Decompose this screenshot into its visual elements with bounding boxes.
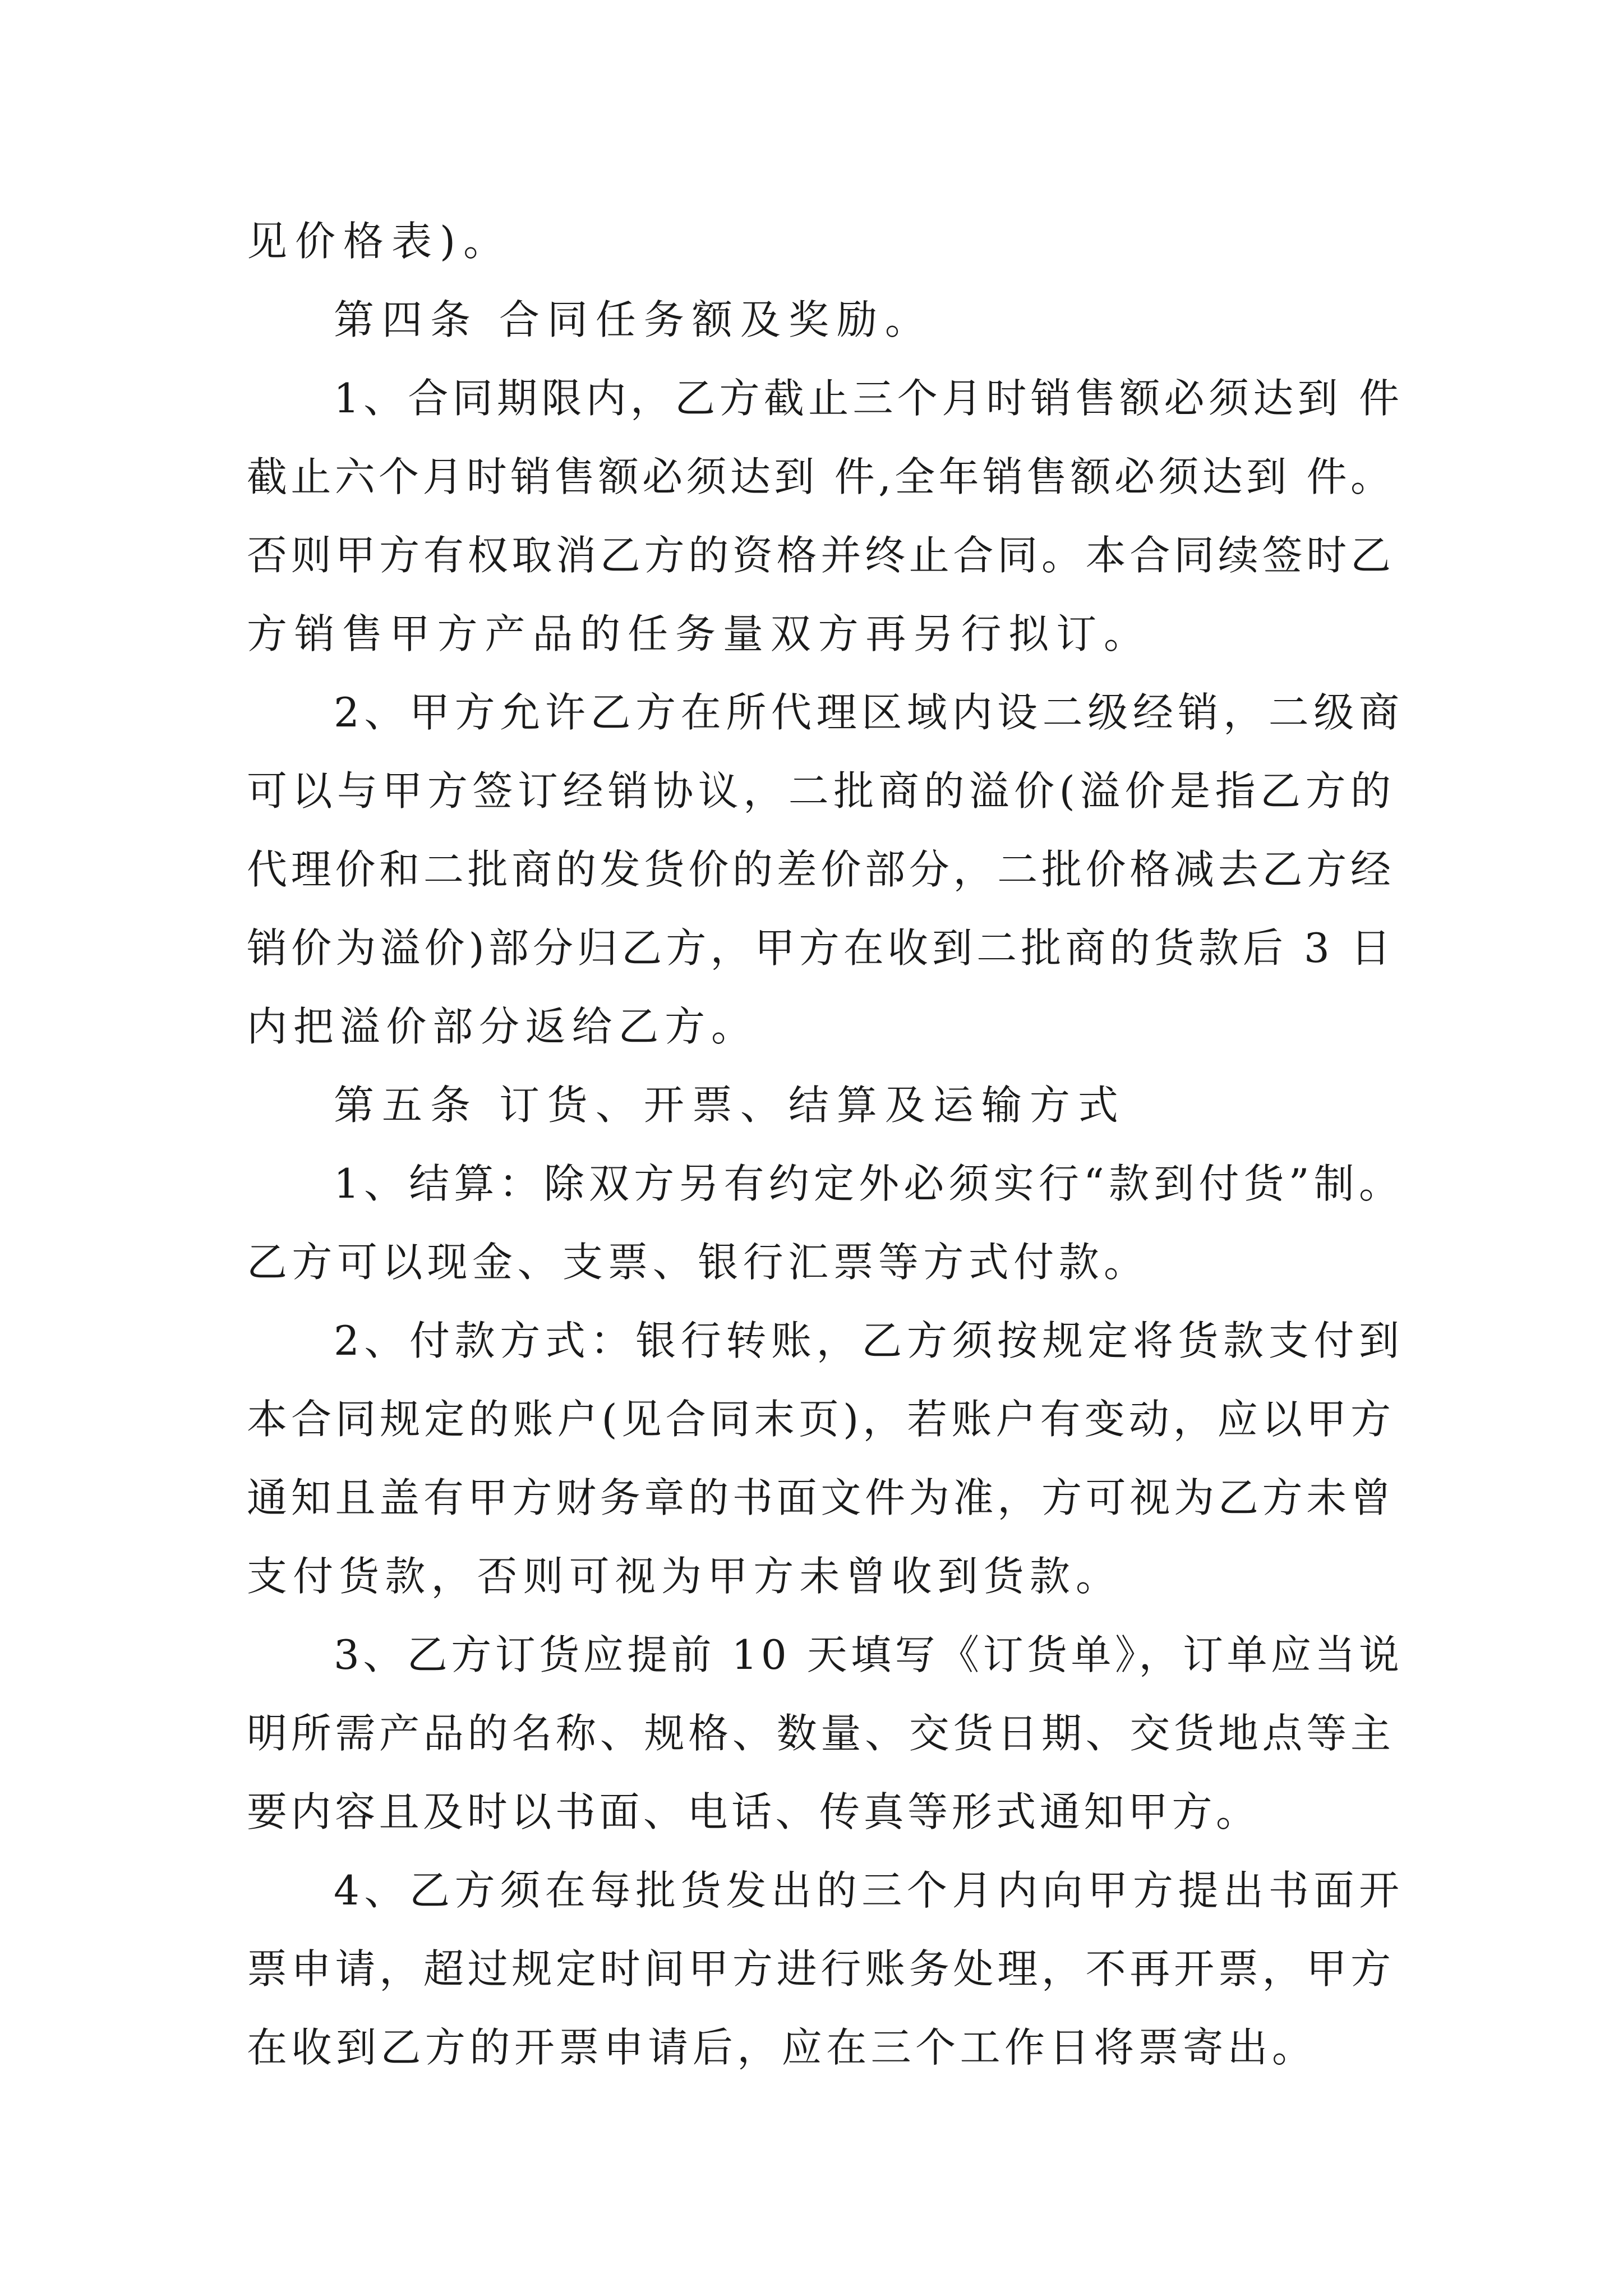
section-heading: 第五条 订货、开票、结算及运输方式 xyxy=(334,1082,1126,1129)
text-line: 方销售甲方产品的任务量双方再另行拟订。 xyxy=(247,610,1151,657)
text-line: 2、甲方允许乙方在所代理区域内设二级经销，二级商 xyxy=(334,689,1404,736)
text-line: 1、合同期限内，乙方截止三个月时销售额必须达到 件 xyxy=(334,375,1404,422)
text-line: 2、付款方式：银行转账，乙方须按规定将货款支付到 xyxy=(334,1317,1404,1364)
text-line: 见价格表)。 xyxy=(247,218,512,265)
text-line: 通知且盖有甲方财务章的书面文件为准，方可视为乙方未曾 xyxy=(247,1474,1395,1521)
text-line: 代理价和二批商的发货价的差价部分，二批价格减去乙方经 xyxy=(247,846,1395,893)
text-line: 销价为溢价)部分归乙方，甲方在收到二批商的货款后 3 日 xyxy=(247,924,1395,972)
text-line: 内把溢价部分返给乙方。 xyxy=(247,1003,758,1050)
text-line: 在收到乙方的开票申请后，应在三个工作日将票寄出。 xyxy=(247,2024,1317,2071)
text-line: 截止六个月时销售额必须达到 件,全年销售额必须达到 件。 xyxy=(247,453,1395,500)
text-line: 3、乙方订货应提前 10 天填写《订货单》，订单应当说 xyxy=(334,1631,1403,1678)
text-line: 可以与甲方签订经销协议，二批商的溢价(溢价是指乙方的 xyxy=(247,767,1396,815)
section-heading: 第四条 合同任务额及奖励。 xyxy=(334,296,933,343)
text-line: 本合同规定的账户(见合同末页)，若账户有变动，应以甲方 xyxy=(247,1396,1395,1443)
text-line: 明所需产品的名称、规格、数量、交货日期、交货地点等主 xyxy=(247,1710,1395,1757)
text-line: 支付货款，否则可视为甲方未曾收到货款。 xyxy=(247,1553,1122,1600)
text-line: 乙方可以现金、支票、银行汇票等方式付款。 xyxy=(247,1239,1149,1286)
text-line: 否则甲方有权取消乙方的资格并终止合同。本合同续签时乙 xyxy=(247,532,1395,579)
text-line: 票申请，超过规定时间甲方进行账务处理，不再开票，甲方 xyxy=(247,1945,1395,1993)
text-line: 1、结算：除双方另有约定外必须实行“款到付货”制。 xyxy=(334,1160,1404,1207)
text-line: 4、乙方须在每批货发出的三个月内向甲方提出书面开 xyxy=(334,1867,1404,1914)
text-line: 要内容且及时以书面、电话、传真等形式通知甲方。 xyxy=(247,1788,1260,1835)
